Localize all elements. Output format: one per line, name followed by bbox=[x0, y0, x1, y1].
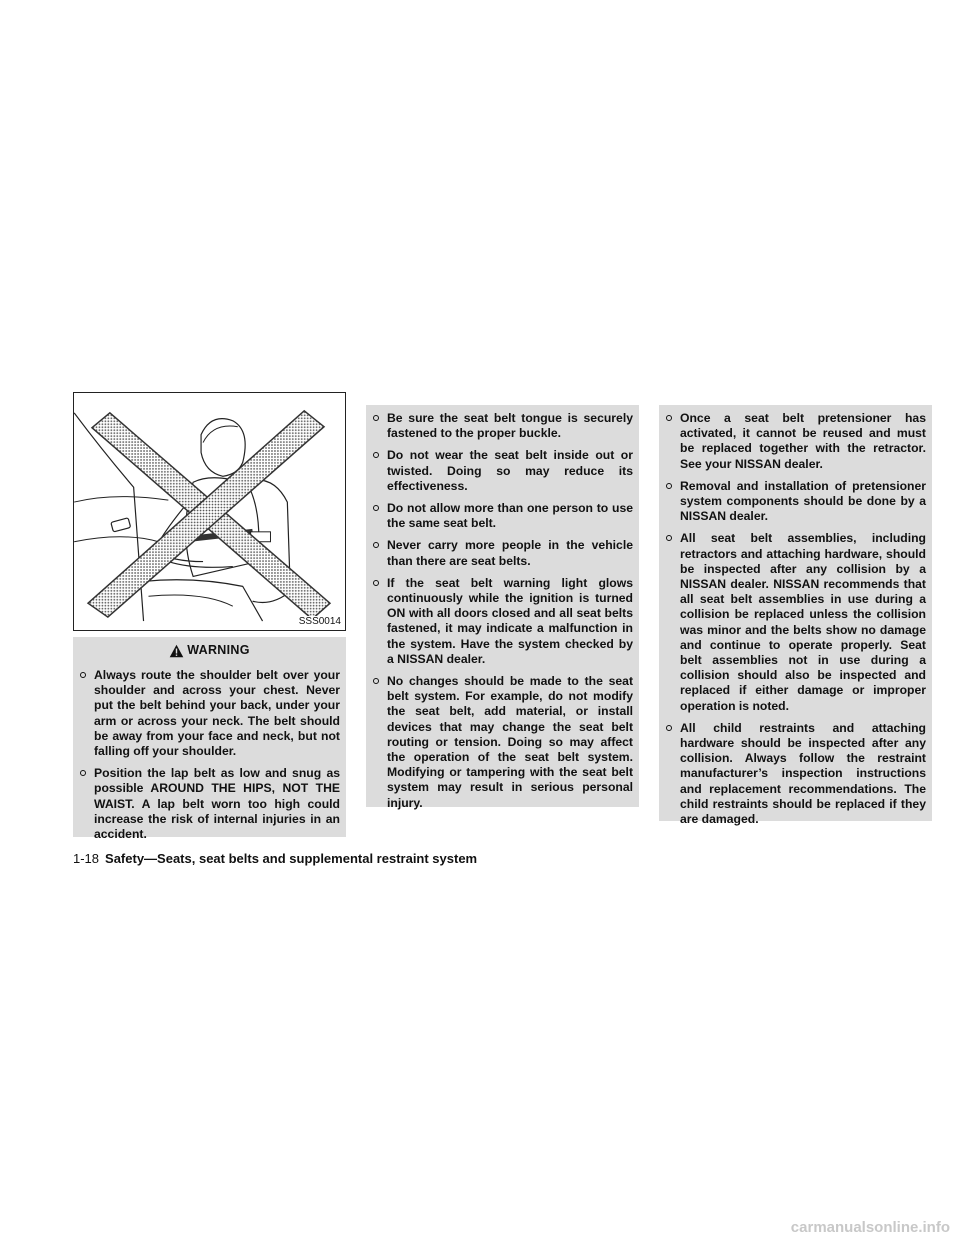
warning-item: No changes should be made to the seat belt system. For example, do not modify the seat belt, add material, or install devices that may change the seat belt routing or tension. Doing so may affect the operation of the seat belt system. Modifying or tampering with the seat belt system may result in serious personal injury. bbox=[372, 674, 633, 811]
section-title: Safety—Seats, seat belts and supplemental restraint system bbox=[105, 851, 478, 866]
watermark: carmanualsonline.info bbox=[790, 1219, 950, 1236]
warning-item: Position the lap belt as low and snug as possible AROUND THE HIPS, NOT THE WAIST. A lap belt worn too high could increase the risk of internal injuries in an accident. bbox=[79, 766, 340, 842]
warning-item: Once a seat belt pretensioner has activated, it cannot be reused and must be replaced together with the retractor. See your NISSAN dealer. bbox=[665, 411, 926, 472]
warning-panel-column-3 bbox=[659, 405, 932, 827]
seat-belt-illustration bbox=[74, 393, 345, 630]
warning-item: All child restraints and attaching hardware should be inspected after any collision. Always follow the restraint manufacturer’s inspection instructions and replacement recommendations. The child restraints should be replaced if they are damaged. bbox=[665, 721, 926, 827]
warning-heading-text: WARNING bbox=[187, 643, 250, 658]
illustration-incorrect-belt-routing bbox=[73, 392, 346, 631]
warning-item: If the seat belt warning light glows continuously while the ignition is turned ON with all doors closed and all seat belts fastened, it may indicate a malfunction in the system. Have the system checked by a NISSAN dealer. bbox=[372, 576, 633, 667]
warning-item: Removal and installation of pretensioner system components should be done by a NISSAN dealer. bbox=[665, 479, 926, 525]
warning-item: Never carry more people in the vehicle than there are seat belts. bbox=[372, 538, 633, 568]
warning-panel-column-1 bbox=[73, 637, 346, 842]
warning-item: Always route the shoulder belt over your shoulder and across your chest. Never put the belt behind your back, under your arm or across your neck. The belt should be away from your face and neck, but not falling off your shoulder. bbox=[79, 668, 340, 759]
warning-item: Be sure the seat belt tongue is securely fastened to the proper buckle. bbox=[372, 411, 633, 441]
warning-triangle-icon bbox=[169, 644, 184, 658]
page-number: 1-18 bbox=[73, 851, 100, 866]
warning-item: All seat belt assemblies, including retractors and attaching hardware, should be inspected after any collision by a NISSAN dealer. NISSAN recommends that all seat belt assemblies in use during a collision be replaced unless the collision was minor and the belts show no damage and continue to operate properly. Seat belt assemblies not in use during a collision should also be inspected and replaced if either damage or improper operation is noted. bbox=[665, 531, 926, 713]
page-footer bbox=[73, 850, 477, 868]
figure-code: SSS0014 bbox=[298, 616, 341, 627]
warning-item: Do not wear the seat belt inside out or twisted. Doing so may reduce its effectiveness. bbox=[372, 448, 633, 494]
warning-item: Do not allow more than one person to use the same seat belt. bbox=[372, 501, 633, 531]
warning-heading bbox=[79, 640, 340, 662]
warning-panel-column-2 bbox=[366, 405, 639, 810]
